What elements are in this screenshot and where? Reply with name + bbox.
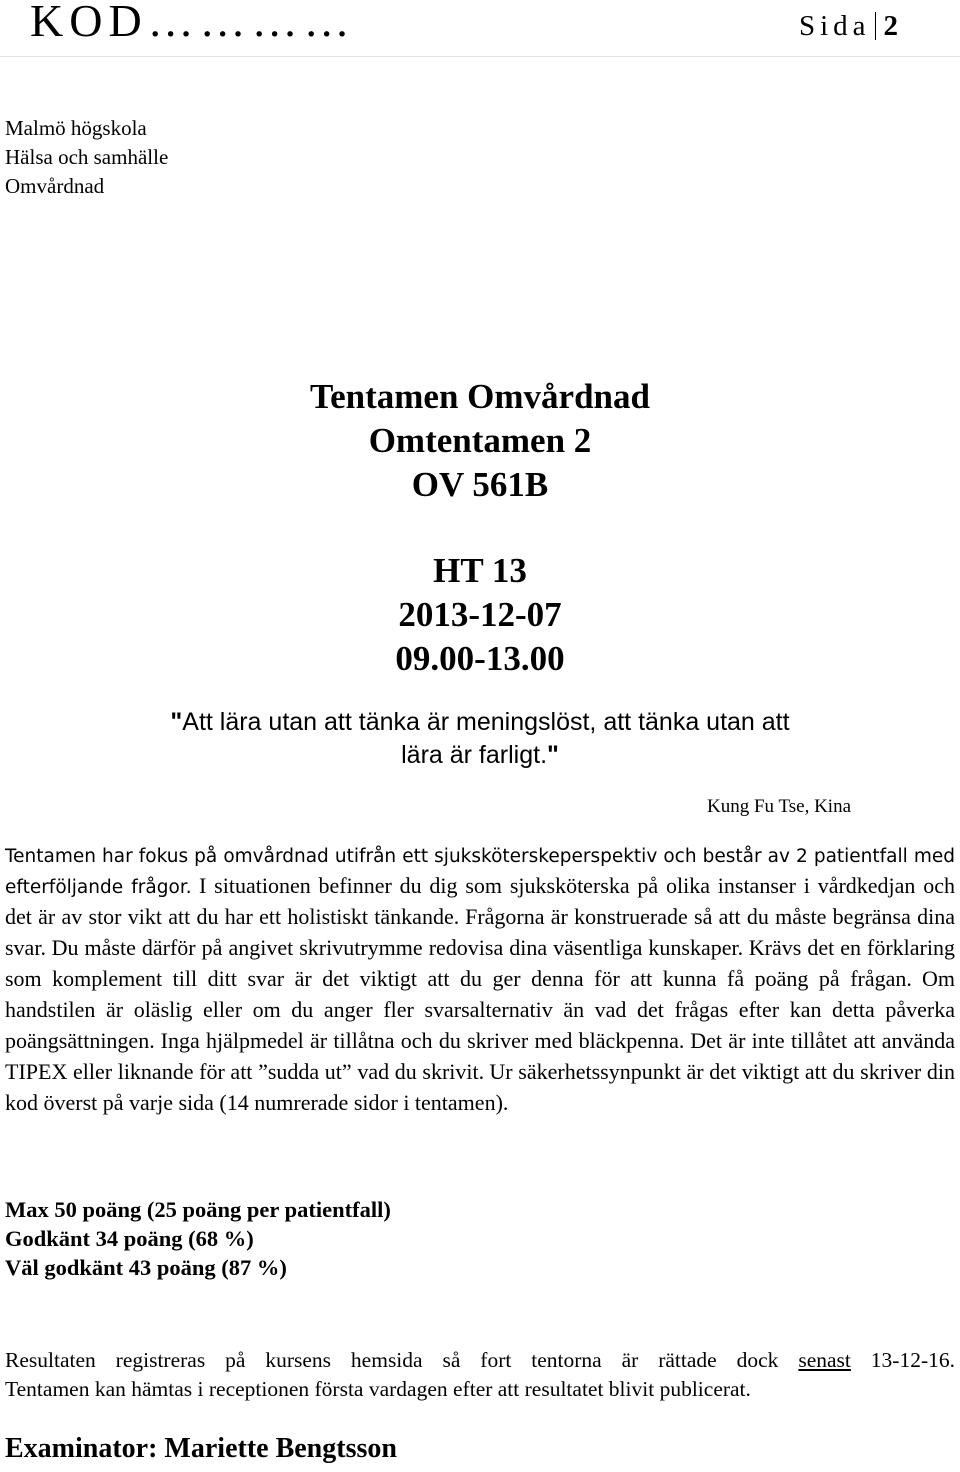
pass-threshold: Godkänt 34 poäng (68 %) (5, 1226, 254, 1251)
results-text-after: 13-12-16. (850, 1348, 955, 1372)
exam-time: 09.00-13.00 (395, 639, 565, 678)
page-number: 2 (883, 10, 898, 42)
page-indicator (799, 10, 898, 43)
instructions-paragraph (5, 842, 955, 1119)
max-points: Max 50 poäng (25 poäng per patientfall) (5, 1197, 391, 1222)
faculty-name: Hälsa och samhälle (5, 145, 169, 169)
exam-subtitle: Omtentamen 2 (368, 421, 592, 460)
results-info (5, 1346, 955, 1404)
quote-text-1: Att lära utan att tänka är meningslöst, att tänka utan att (182, 708, 790, 736)
quote-line-1 (0, 706, 960, 739)
instructions-part-2: I situationen befinner du dig som sjuksköterska på olika instanser i vårdkedjan och det är av stor vikt att du har ett holistiskt tänkande. (5, 873, 956, 929)
page-separator (875, 12, 876, 40)
instructions-part-4: Du måste därför på angivet skrivutrymme redovisa dina väsentliga kunskaper. (51, 935, 744, 960)
instructions-part-8: Det är inte tillåtet att använda TIPEX eller liknande för att ”sudda ut” vad du skrivit. (5, 1028, 956, 1084)
code-field-label: KOD………… (30, 0, 356, 46)
page-header (0, 0, 960, 57)
instructions-part-7: Inga hjälpmedel är tillåtna och du skriver med bläckpenna. (160, 1028, 685, 1053)
results-deadline-emphasis: senast (798, 1348, 851, 1372)
instructions-part-5: Krävs det en förklaring som komplement till ditt svar är det viktigt att du ger denna för att kunna få poäng på frågan. (5, 935, 955, 991)
exam-schedule-block (0, 549, 960, 681)
instructions-part-6: Om handstilen är oläslig eller om du anger fler svarsalternativ än vad det frågas efter kan detta påverka poängsättningen. (5, 966, 956, 1053)
department-name: Omvårdnad (5, 174, 105, 198)
grading-block (5, 1195, 391, 1282)
quote-open-mark: " (170, 708, 183, 736)
results-line-1 (5, 1346, 955, 1375)
instructions-part-1: Tentamen har fokus på omvårdnad utifrån ett sjuksköterskeperspektiv och består av 2 patientfall med efterföljande frågor. (5, 846, 955, 898)
quote-close-mark: " (547, 741, 559, 769)
exam-title-block (0, 375, 960, 507)
exam-term: HT 13 (433, 551, 527, 590)
results-text-before: Resultaten registreras på kursens hemsida så fort tentorna är rättade dock (5, 1348, 799, 1372)
results-line-2: Tentamen kan hämtas i receptionen första vardagen efter att resultatet blivit publicerat. (5, 1377, 751, 1401)
exam-title: Tentamen Omvårdnad (309, 377, 650, 416)
institution-block (5, 114, 168, 201)
instructions-part-9: Ur säkerhetssynpunkt är det viktigt att du skriver din kod överst på varje sida (14 numrerade sidor i tentamen). (5, 1059, 955, 1115)
exam-date: 2013-12-07 (398, 595, 562, 634)
quote-line-2 (0, 739, 960, 772)
quote-block (0, 706, 960, 772)
quote-text-2: lära är farligt. (401, 741, 548, 769)
examiner-name: Examinator: Mariette Bengtsson (5, 1433, 397, 1464)
university-name: Malmö högskola (5, 116, 147, 140)
course-code: OV 561B (411, 465, 549, 504)
quote-author: Kung Fu Tse, Kina (707, 796, 851, 817)
instructions-part-3: Frågorna är konstruerade så att du måste begränsa dina svar. (5, 904, 955, 960)
distinction-threshold: Väl godkänt 43 poäng (87 %) (5, 1255, 287, 1280)
page-label: Sida (798, 10, 871, 42)
